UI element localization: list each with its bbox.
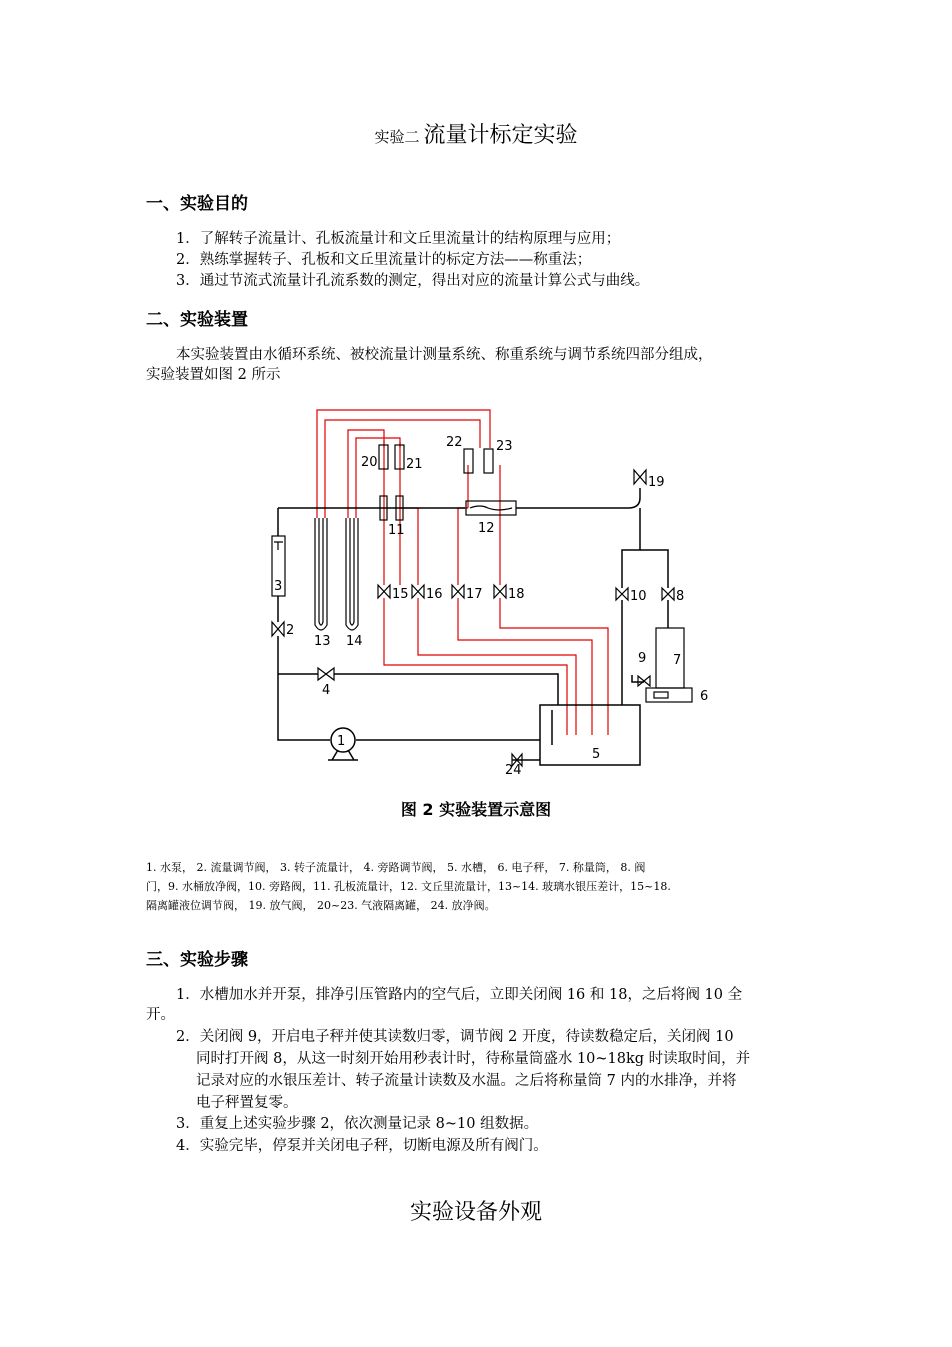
steps-line-6: 电子秤置复零。 — [196, 1095, 298, 1111]
section-heading-apparatus: 二、实验装置 — [146, 310, 248, 330]
title-main: 流量计标定实验 — [423, 123, 578, 148]
water-pipes — [278, 488, 668, 765]
label-21: 21 — [406, 457, 423, 472]
label-11: 11 — [388, 523, 405, 538]
legend-line-1: 1. 水泵， 2. 流量调节阀， 3. 转子流量计， 4. 旁路调节阀， 5. 水槽， 6. 电子秤， 7. 称量筒， 8. 阀 — [146, 861, 646, 874]
purpose-line-2: 2．熟练掌握转子、孔板和文丘里流量计的标定方法——称重法； — [176, 252, 592, 268]
label-9: 9 — [638, 651, 647, 666]
label-13: 13 — [314, 634, 331, 649]
label-2: 2 — [286, 623, 295, 638]
page-title — [0, 118, 952, 149]
equipment-appearance-title: 实验设备外观 — [409, 1200, 542, 1225]
apparatus-diagram — [260, 400, 720, 780]
electronic-scale — [646, 688, 692, 702]
steps-line-2: 开。 — [146, 1007, 175, 1023]
steps-line-7: 3．重复上述实验步骤 2，依次测量记录 8~10 组数据。 — [176, 1116, 539, 1132]
label-8: 8 — [676, 589, 685, 604]
steps-line-4: 同时打开阀 8，从这一时刻开始用秒表计时，待称量筒盛水 10~18kg 时读取时间，并 — [196, 1051, 751, 1067]
label-17: 17 — [466, 587, 483, 602]
label-19: 19 — [648, 475, 665, 490]
figure-caption: 图 2 实验装置示意图 — [400, 800, 552, 819]
label-1: 1 — [337, 734, 346, 749]
label-22: 22 — [446, 435, 463, 450]
label-10: 10 — [630, 589, 647, 604]
steps-line-8: 4．实验完毕，停泵并关闭电子秤，切断电源及所有阀门。 — [176, 1138, 548, 1154]
label-4: 4 — [322, 683, 331, 698]
steps-line-5: 记录对应的水银压差计、转子流量计读数及水温。之后将称量筒 7 内的水排净，并将 — [196, 1073, 737, 1089]
label-14: 14 — [346, 634, 363, 649]
title-prefix: 实验二 — [374, 128, 420, 146]
label-6: 6 — [700, 689, 709, 704]
steps-line-3: 2．关闭阀 9，开启电子秤并使其读数归零，调节阀 2 开度，待读数稳定后，关闭阀 10 — [176, 1029, 734, 1045]
venturi-meter — [466, 501, 516, 515]
label-16: 16 — [426, 587, 443, 602]
label-5: 5 — [592, 747, 601, 762]
section-heading-steps: 三、实验步骤 — [146, 950, 248, 970]
label-18: 18 — [508, 587, 525, 602]
label-7: 7 — [673, 653, 682, 668]
label-15: 15 — [392, 587, 409, 602]
section-heading-purpose: 一、实验目的 — [146, 194, 248, 214]
mercury-manometers — [315, 518, 358, 630]
steps-line-1: 1．水槽加水并开泵，排净引压管路内的空气后，立即关闭阀 16 和 18，之后将阀 10 全 — [176, 987, 743, 1003]
apparatus-line-2: 实验装置如图 2 所示 — [146, 367, 281, 383]
label-12: 12 — [478, 521, 495, 536]
apparatus-line-1: 本实验装置由水循环系统、被校流量计测量系统、称重系统与调节系统四部分组成， — [176, 347, 713, 363]
label-23: 23 — [496, 439, 513, 454]
label-20: 20 — [361, 455, 378, 470]
purpose-line-3: 3．通过节流式流量计孔流系数的测定，得出对应的流量计算公式与曲线。 — [176, 273, 650, 289]
label-24: 24 — [505, 763, 522, 778]
separator-23 — [484, 449, 493, 473]
purpose-line-1: 1．了解转子流量计、孔板流量计和文丘里流量计的结构原理与应用； — [176, 231, 621, 247]
legend-line-2: 门，9. 水桶放净阀，10. 旁路阀，11. 孔板流量计，12. 文丘里流量计，13~14. 玻璃水银压差计，15~18. — [146, 880, 671, 893]
label-3: 3 — [274, 579, 283, 594]
legend-line-3: 隔离罐液位调节阀， 19. 放气阀， 20~23. 气液隔离罐， 24. 放净阀。 — [146, 899, 496, 912]
